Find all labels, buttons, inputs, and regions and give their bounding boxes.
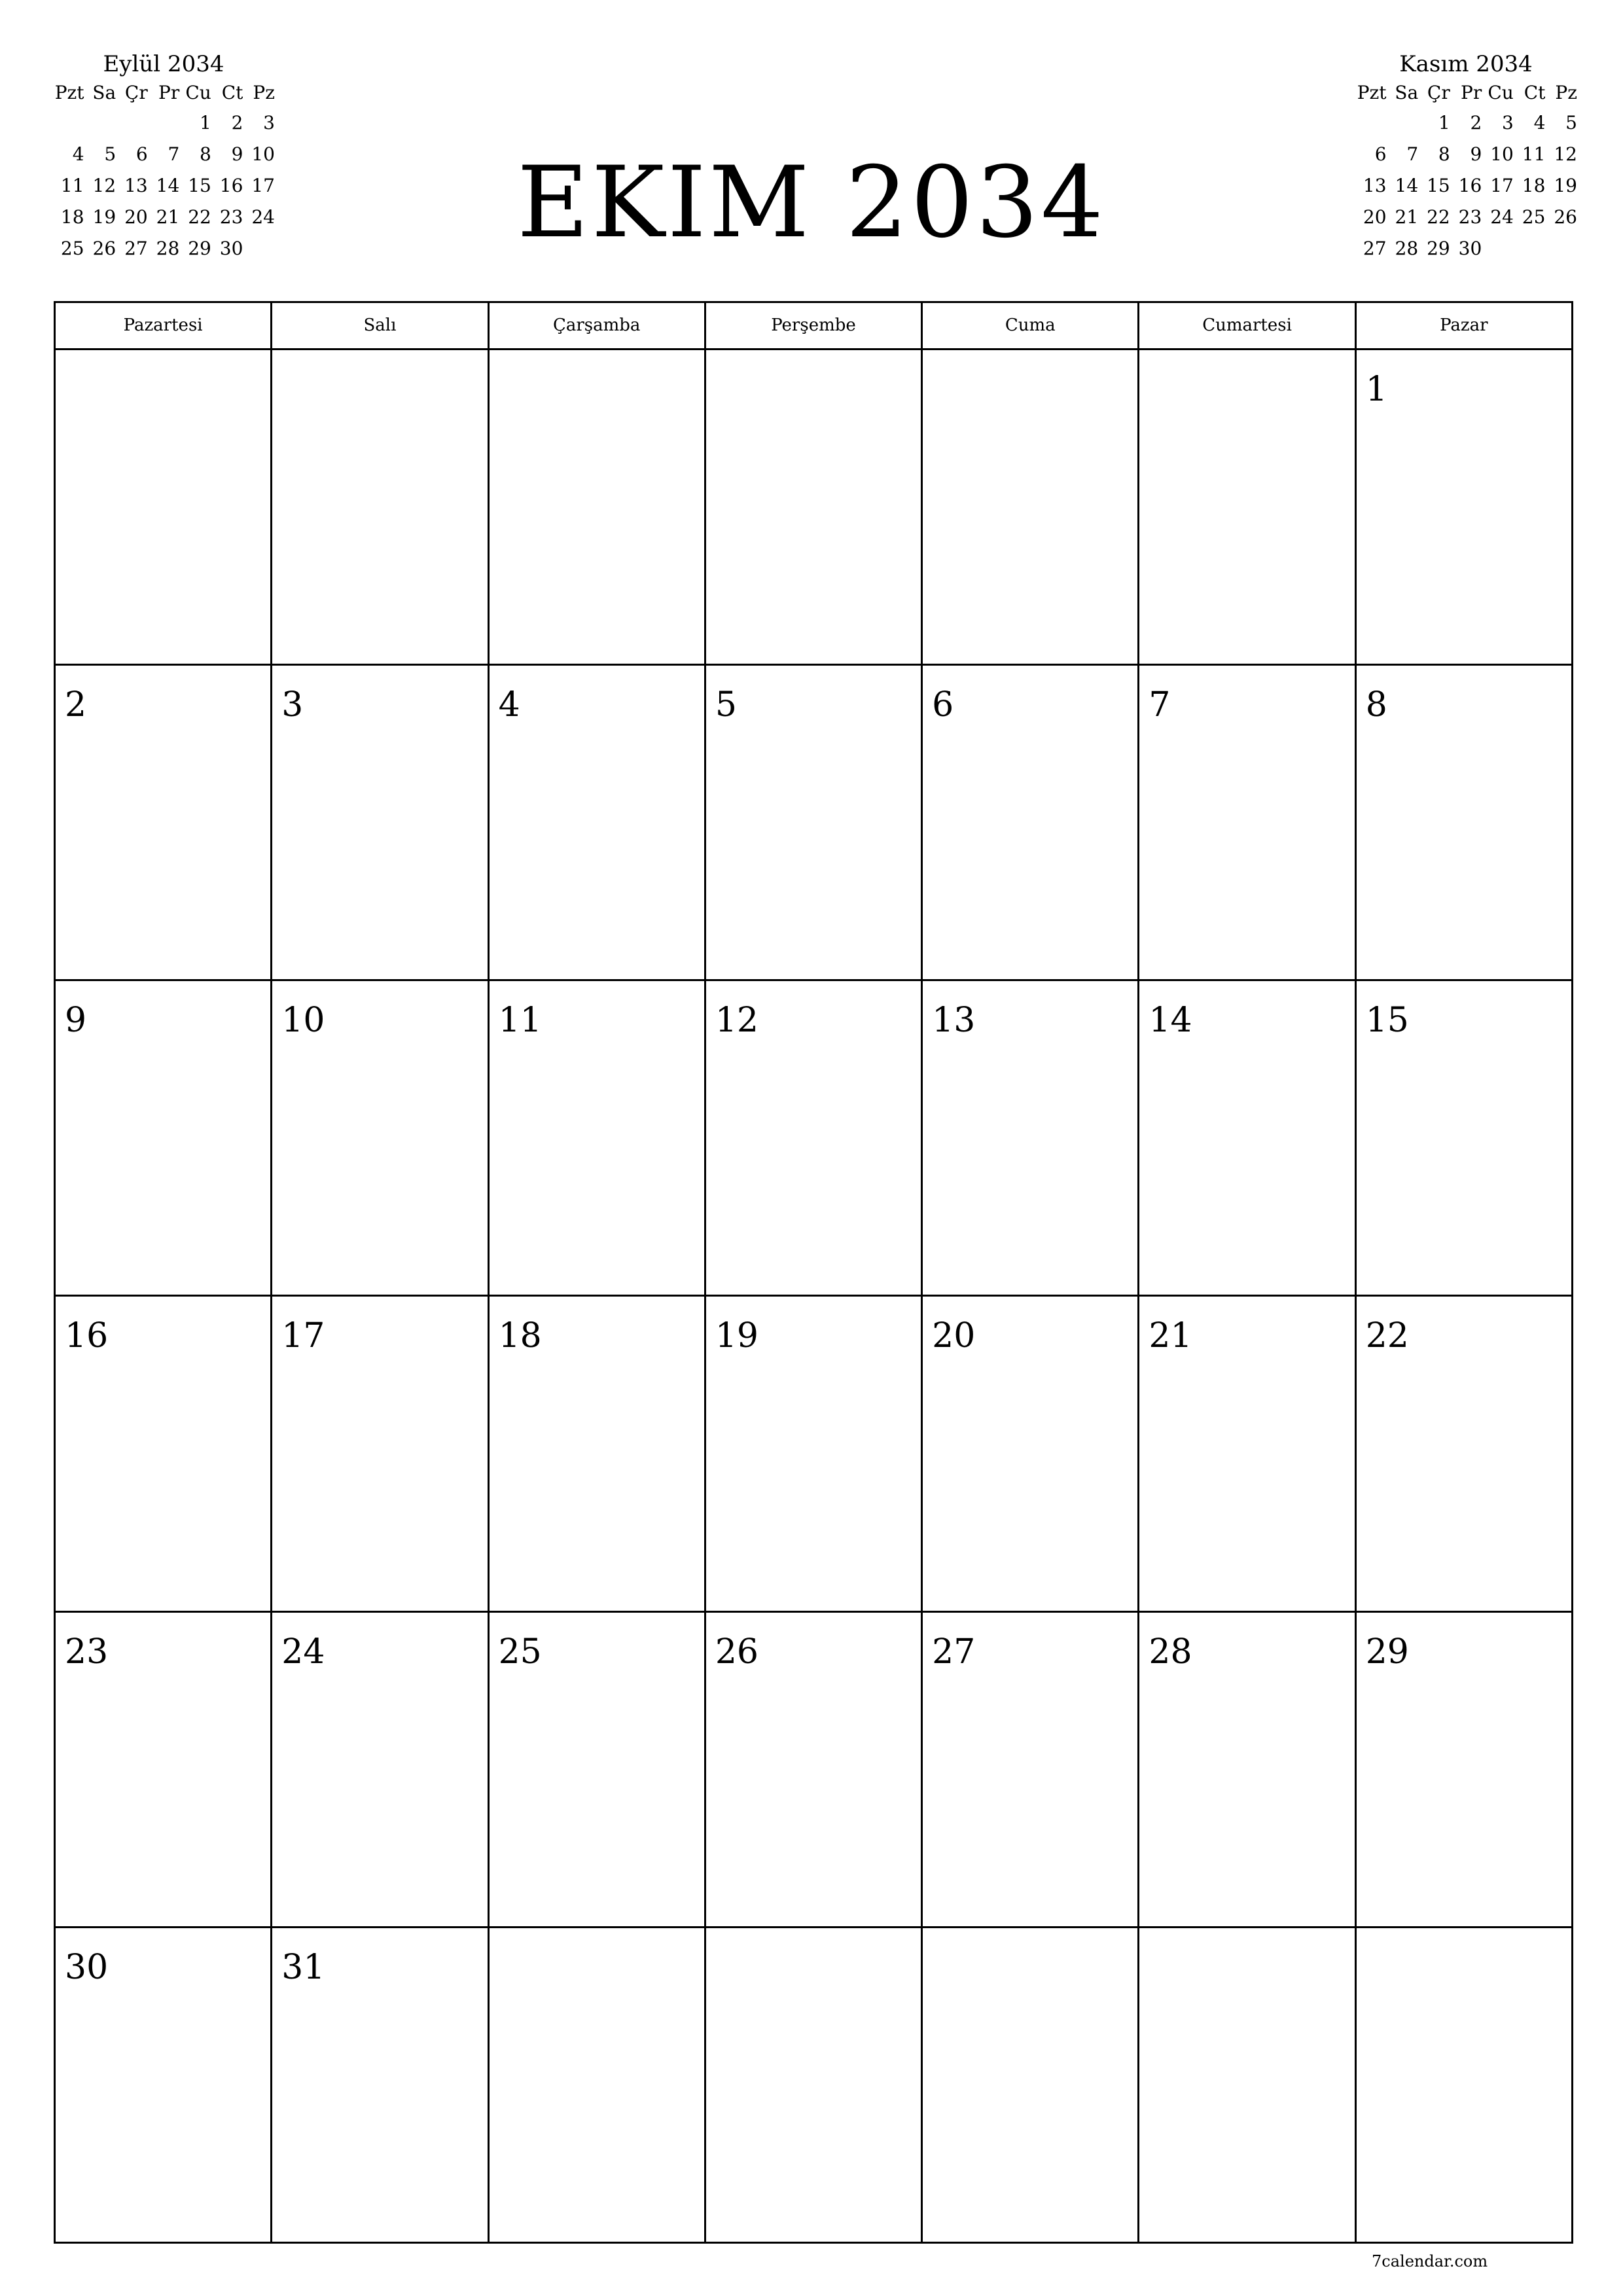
mini-day: 26 xyxy=(1554,206,1577,228)
mini-day: 10 xyxy=(1490,143,1514,165)
mini-day: 14 xyxy=(156,175,180,196)
mini-day: 30 xyxy=(219,238,243,259)
day-cell xyxy=(706,1928,923,2244)
mini-day: 25 xyxy=(60,238,84,259)
day-cell xyxy=(1139,350,1356,666)
mini-calendar-next-month xyxy=(1355,50,1577,264)
mini-day: 15 xyxy=(1427,175,1450,196)
mini-day xyxy=(1387,107,1419,139)
day-cell xyxy=(1357,1928,1573,2244)
day-cell xyxy=(56,981,272,1297)
day-number: 22 xyxy=(1365,1316,1409,1356)
mini-day: 27 xyxy=(124,238,148,259)
mini-day: 28 xyxy=(156,238,180,259)
day-cell xyxy=(56,350,272,666)
mini-weekday: Pr xyxy=(158,82,180,103)
day-cell xyxy=(56,1297,272,1612)
mini-day: 20 xyxy=(124,206,148,228)
mini-weekday: Sa xyxy=(1395,82,1419,103)
day-cell xyxy=(923,981,1139,1297)
mini-weekday: Çr xyxy=(124,82,148,103)
day-number: 13 xyxy=(932,1001,976,1041)
day-cell xyxy=(272,981,489,1297)
mini-day: 13 xyxy=(1363,175,1387,196)
weekday-header: Cuma xyxy=(923,303,1139,350)
day-cell xyxy=(923,1297,1139,1612)
mini-day: 17 xyxy=(251,175,275,196)
weekday-header: Salı xyxy=(272,303,489,350)
day-number: 17 xyxy=(281,1316,325,1356)
day-number: 30 xyxy=(65,1947,109,1987)
mini-day: 8 xyxy=(200,143,211,165)
day-number: 18 xyxy=(498,1316,542,1356)
day-cell xyxy=(1357,350,1573,666)
day-number: 7 xyxy=(1149,685,1171,725)
mini-day: 17 xyxy=(1490,175,1514,196)
mini-day: 29 xyxy=(188,238,211,259)
mini-weekday: Çr xyxy=(1427,82,1450,103)
mini-calendar-days xyxy=(1355,107,1577,264)
day-cell xyxy=(490,1297,706,1612)
mini-day: 28 xyxy=(1395,238,1419,259)
mini-day: 23 xyxy=(219,206,243,228)
mini-day: 21 xyxy=(156,206,180,228)
day-cell xyxy=(272,666,489,981)
day-number: 26 xyxy=(715,1632,759,1672)
mini-weekday: Ct xyxy=(221,82,243,103)
mini-day: 18 xyxy=(1522,175,1546,196)
day-cell xyxy=(272,1928,489,2244)
mini-day: 9 xyxy=(231,143,243,165)
day-cell xyxy=(1357,666,1573,981)
day-number: 12 xyxy=(715,1001,759,1041)
day-cell xyxy=(1357,981,1573,1297)
mini-day: 4 xyxy=(72,143,84,165)
mini-day xyxy=(1482,233,1514,264)
mini-day: 18 xyxy=(60,206,84,228)
mini-weekday: Sa xyxy=(92,82,116,103)
day-cell xyxy=(272,350,489,666)
mini-day: 5 xyxy=(1565,112,1577,134)
day-cell xyxy=(706,666,923,981)
day-cell xyxy=(490,350,706,666)
day-cell xyxy=(490,1928,706,2244)
day-cell xyxy=(272,1613,489,1928)
mini-day: 1 xyxy=(1438,112,1450,134)
mini-day: 30 xyxy=(1458,238,1482,259)
day-number: 10 xyxy=(281,1001,325,1041)
day-number: 9 xyxy=(65,1001,87,1041)
mini-day xyxy=(116,107,148,139)
mini-day xyxy=(148,107,180,139)
day-cell xyxy=(1139,1928,1356,2244)
mini-day xyxy=(52,107,84,139)
day-number: 1 xyxy=(1365,370,1387,409)
mini-day: 1 xyxy=(200,112,211,134)
mini-calendar-title: Eylül 2034 xyxy=(103,51,224,77)
day-number: 25 xyxy=(498,1632,542,1672)
weekday-header: Cumartesi xyxy=(1139,303,1356,350)
mini-calendar-grid xyxy=(52,79,275,107)
mini-calendar-grid xyxy=(1355,79,1577,107)
day-number: 8 xyxy=(1365,685,1387,725)
mini-day xyxy=(84,107,116,139)
weekday-header: Pazar xyxy=(1357,303,1573,350)
page-title: EKIM 2034 xyxy=(517,146,1106,260)
mini-day: 20 xyxy=(1363,206,1387,228)
mini-day: 12 xyxy=(92,175,116,196)
day-cell xyxy=(1357,1297,1573,1612)
day-cell xyxy=(1139,666,1356,981)
mini-weekday: Pr xyxy=(1461,82,1482,103)
day-number: 31 xyxy=(281,1947,325,1987)
mini-day: 5 xyxy=(104,143,116,165)
mini-day: 3 xyxy=(263,112,275,134)
day-number: 6 xyxy=(932,685,954,725)
weekday-header: Pazartesi xyxy=(56,303,272,350)
day-cell xyxy=(56,666,272,981)
mini-day: 2 xyxy=(231,112,243,134)
day-number: 19 xyxy=(715,1316,759,1356)
mini-weekday: Pzt xyxy=(54,82,84,103)
day-number: 16 xyxy=(65,1316,109,1356)
day-number: 11 xyxy=(498,1001,542,1041)
day-number: 23 xyxy=(65,1632,109,1672)
weekday-header-row xyxy=(56,303,1573,350)
mini-day: 25 xyxy=(1522,206,1546,228)
day-cell xyxy=(706,350,923,666)
mini-day: 29 xyxy=(1427,238,1450,259)
mini-weekday: Pz xyxy=(1555,82,1577,103)
day-cell xyxy=(706,981,923,1297)
mini-day: 22 xyxy=(188,206,211,228)
mini-day: 7 xyxy=(168,143,180,165)
mini-day xyxy=(1545,233,1577,264)
mini-day: 10 xyxy=(251,143,275,165)
mini-day: 21 xyxy=(1395,206,1419,228)
weekday-header: Çarşamba xyxy=(490,303,706,350)
mini-day: 6 xyxy=(1374,143,1387,165)
mini-day: 4 xyxy=(1533,112,1546,134)
day-number: 5 xyxy=(715,685,737,725)
mini-day: 6 xyxy=(135,143,148,165)
day-number: 15 xyxy=(1365,1001,1409,1041)
mini-day: 7 xyxy=(1406,143,1419,165)
day-cell xyxy=(923,666,1139,981)
mini-weekday: Cu xyxy=(1488,82,1514,103)
month-calendar-grid xyxy=(54,301,1573,2244)
mini-day: 23 xyxy=(1458,206,1482,228)
mini-day: 26 xyxy=(92,238,116,259)
mini-day: 27 xyxy=(1363,238,1387,259)
mini-day: 3 xyxy=(1502,112,1514,134)
day-cells xyxy=(56,350,1573,2244)
day-cell xyxy=(1139,1613,1356,1928)
mini-day: 16 xyxy=(219,175,243,196)
day-cell xyxy=(706,1613,923,1928)
day-number: 4 xyxy=(498,685,520,725)
mini-day: 24 xyxy=(1490,206,1514,228)
mini-calendar-title: Kasım 2034 xyxy=(1399,51,1533,77)
mini-day: 8 xyxy=(1438,143,1450,165)
mini-day: 11 xyxy=(60,175,84,196)
day-cell xyxy=(272,1297,489,1612)
day-cell xyxy=(706,1297,923,1612)
day-cell xyxy=(490,666,706,981)
day-number: 29 xyxy=(1365,1632,1409,1672)
mini-weekday: Pzt xyxy=(1357,82,1387,103)
mini-day: 19 xyxy=(1554,175,1577,196)
day-cell xyxy=(56,1613,272,1928)
mini-day: 12 xyxy=(1554,143,1577,165)
day-cell xyxy=(490,1613,706,1928)
day-number: 14 xyxy=(1149,1001,1192,1041)
mini-day: 2 xyxy=(1470,112,1482,134)
mini-day: 19 xyxy=(92,206,116,228)
mini-day: 22 xyxy=(1427,206,1450,228)
day-cell xyxy=(56,1928,272,2244)
day-number: 2 xyxy=(65,685,87,725)
day-cell xyxy=(490,981,706,1297)
mini-day xyxy=(1355,107,1387,139)
day-number: 20 xyxy=(932,1316,976,1356)
day-number: 24 xyxy=(281,1632,325,1672)
day-number: 3 xyxy=(281,685,304,725)
day-number: 21 xyxy=(1149,1316,1192,1356)
mini-day: 9 xyxy=(1470,143,1482,165)
day-cell xyxy=(923,350,1139,666)
watermark-text: 7calendar.com xyxy=(1372,2252,1488,2270)
mini-day xyxy=(1514,233,1546,264)
day-cell xyxy=(1139,1297,1356,1612)
mini-day: 24 xyxy=(251,206,275,228)
day-cell xyxy=(923,1613,1139,1928)
day-number: 28 xyxy=(1149,1632,1192,1672)
mini-day: 16 xyxy=(1458,175,1482,196)
day-number: 27 xyxy=(932,1632,976,1672)
mini-weekday: Cu xyxy=(185,82,211,103)
mini-day: 11 xyxy=(1522,143,1546,165)
day-cell xyxy=(1139,981,1356,1297)
mini-weekday: Ct xyxy=(1524,82,1546,103)
mini-weekday: Pz xyxy=(253,82,275,103)
mini-day: 14 xyxy=(1395,175,1419,196)
mini-day: 13 xyxy=(124,175,148,196)
day-cell xyxy=(1357,1613,1573,1928)
day-cell xyxy=(923,1928,1139,2244)
mini-day: 15 xyxy=(188,175,211,196)
weekday-header: Perşembe xyxy=(706,303,923,350)
